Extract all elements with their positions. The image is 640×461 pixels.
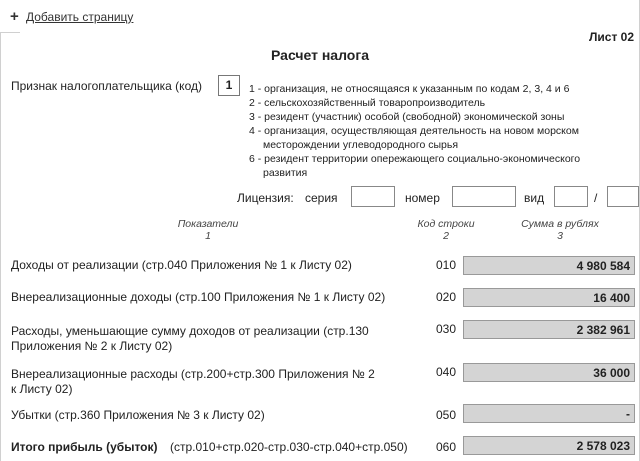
total-code: 060 <box>436 440 457 454</box>
license-type-input[interactable] <box>554 186 588 207</box>
table-row-code: 010 <box>436 258 457 272</box>
table-row-code: 020 <box>436 290 457 304</box>
license-type-label: вид <box>524 191 545 205</box>
divider <box>0 32 20 33</box>
column-header-amount: Сумма в рублях 3 <box>521 218 599 242</box>
plus-icon[interactable]: + <box>10 8 19 25</box>
total-value[interactable]: 2 578 023 <box>463 436 635 455</box>
license-slash: / <box>594 191 598 205</box>
license-label: Лицензия: <box>237 191 294 205</box>
table-row-label: Расходы, уменьшающие сумму доходов от реализации (стр.130 Приложения № 2 к Листу 02) <box>11 324 369 353</box>
table-row-code: 050 <box>436 408 457 422</box>
table-row-code: 040 <box>436 365 457 379</box>
code-option-cont: месторождении углеводородного сырья <box>263 139 459 151</box>
sheet-label: Лист 02 <box>588 30 634 44</box>
total-label: Итого прибыль (убыток) <box>11 440 158 454</box>
table-row-label: Доходы от реализации (стр.040 Приложения № 1 к Листу 02) <box>11 258 352 272</box>
table-row-label: Убытки (стр.360 Приложения № 3 к Листу 02) <box>11 408 265 422</box>
table-row-value[interactable]: - <box>463 404 635 423</box>
license-number-input[interactable] <box>452 186 516 207</box>
table-row-code: 030 <box>436 322 457 336</box>
taxpayer-code-options <box>249 82 619 180</box>
total-formula: (стр.010+стр.020-стр.030-стр.040+стр.050) <box>170 440 408 454</box>
table-row-label: Внереализационные доходы (стр.100 Приложения № 1 к Листу 02) <box>11 290 386 304</box>
code-option: 3 - резидент (участник) особой (свободной) экономической зоны <box>249 111 565 123</box>
table-row-value[interactable]: 16 400 <box>463 288 635 307</box>
license-type-input-2[interactable] <box>607 186 639 207</box>
code-option: 6 - резидент территории опережающего социально-экономического <box>249 153 581 165</box>
code-option-cont: развития <box>263 167 308 179</box>
taxpayer-code-label: Признак налогоплательщика (код) <box>11 79 202 93</box>
table-row-value[interactable]: 4 980 584 <box>463 256 635 275</box>
table-row-value[interactable]: 2 382 961 <box>463 320 635 339</box>
code-option: 4 - организация, осуществляющая деятельность на новом морском <box>249 125 579 137</box>
code-option: 1 - организация, не относящаяся к указанным по кодам 2, 3, 4 и 6 <box>249 83 570 95</box>
divider <box>0 32 1 461</box>
page-title: Расчет налога <box>271 47 369 63</box>
add-page-link[interactable]: Добавить страницу <box>26 10 134 24</box>
taxpayer-code-field[interactable]: 1 <box>218 75 240 96</box>
license-series-input[interactable] <box>351 186 395 207</box>
license-number-label: номер <box>405 191 440 205</box>
code-option: 2 - сельскохозяйственный товаропроизводитель <box>249 97 486 109</box>
column-header-indicator: Показатели 1 <box>177 218 239 242</box>
license-series-label: серия <box>305 191 338 205</box>
table-row-value[interactable]: 36 000 <box>463 363 635 382</box>
table-row-label: Внереализационные расходы (стр.200+стр.300 Приложения № 2 к Листу 02) <box>11 367 375 396</box>
column-header-code: Код строки 2 <box>417 218 475 242</box>
